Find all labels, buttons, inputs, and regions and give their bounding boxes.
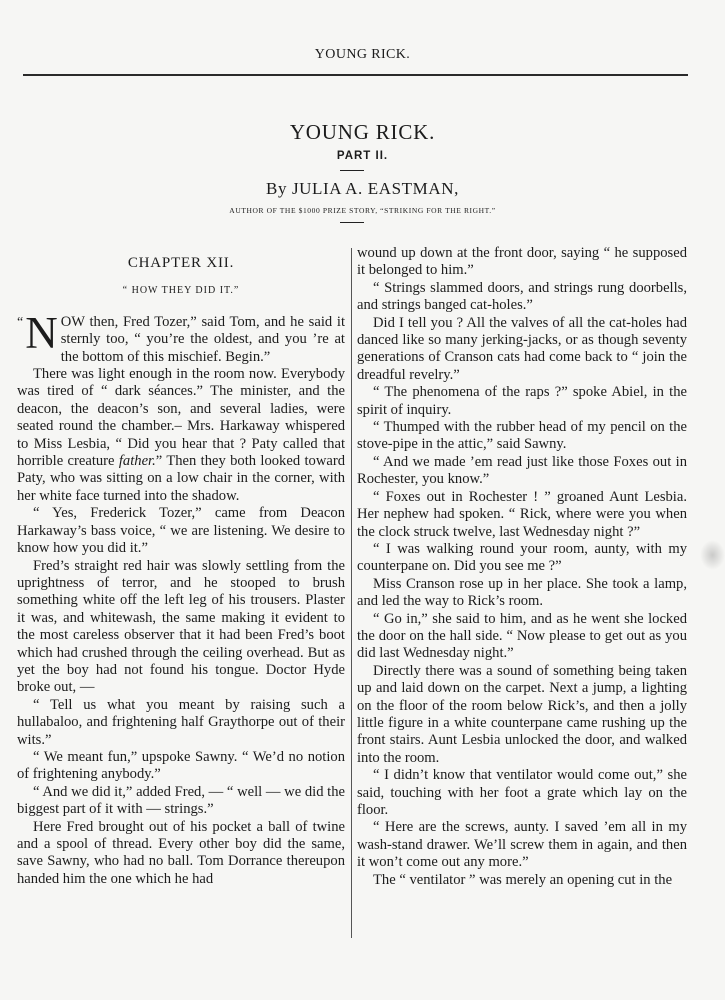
right-column [357,245,687,889]
byline-divider [340,222,364,223]
story-title: YOUNG RICK. [289,120,436,144]
italic-word: father. [118,453,156,470]
paragraph: Miss Cranson rose up in her place. She took a lamp, and led the way to Rick’s room. [357,575,687,610]
paragraph: “ Strings slammed doors, and strings rung doorbells, and strings banged cat-holes.” [357,279,687,314]
paragraph: Directly there was a sound of something being taken up and laid down on the carpet. Next a jump, a lighting on the floor of the room below Rick’s, and then a jolly little figure in a white counterpane came rushing up the front stairs. Aunt Lesbia unlocked the door, and walked into the room. [357,662,687,766]
chapter-subtitle: “ HOW THEY DID IT.” [122,285,240,297]
paragraph: “ I was walking round your room, aunty, with my counterpane on. Did you see me ?” [357,540,687,575]
paragraph: Did I tell you ? All the valves of all the cat-holes had danced like so many jerking-jacks, or as though seventy generations of Cranson cats had come back to “ join the dreadful revelry.” [357,314,687,383]
byline [0,179,725,199]
paragraph: “ I didn’t know that ventilator would come out,” she said, touching with her foot a grate which lay on the floor. [357,767,687,818]
paragraph: “ Thumped with the rubber head of my pencil on the stove-pipe in the attic,” said Sawny. [357,419,687,453]
opening-paragraph [17,307,345,366]
opening-text: OW then, Fred Tozer,” said Tom, and he said it sternly too, “ you’re the oldest, and you ’re at the bottom of this mischief. Begin.” [60,313,345,365]
paragraph: The “ ventilator ” was merely an opening cut in the [373,871,673,888]
author-note: AUTHOR OF THE $1000 PRIZE STORY, “STRIKING FOR THE RIGHT.” [229,206,496,215]
paragraph: “ And we made ’em read just like those Foxes out in Rochester, you know.” [357,453,687,488]
paragraph: “ Here are the screws, aunty. I saved ’em all in my wash-stand drawer. We’ll screw them in again, and then it won’t come out any more.” [357,819,687,871]
paragraph: “ The phenomena of the raps ?” spoke Abiel, in the spirit of inquiry. [357,384,687,418]
column-divider [351,248,352,938]
paragraph: Fred’s straight red hair was slowly settling from the uprightness of terror, and he stooped to brush something white off the left leg of his trousers. Plaster it was, and whitewash, the same making it evident to the most careless observer that it had been Fred’s boot which had crushed through the ceiling overhead. But as yet the boy had not found his tongue. Doctor Hyde broke out, — [17,557,345,696]
paragraph: “ Tell us what you meant by raising such a hullabaloo, and frightening half Graythorpe out of their wits.” [17,696,345,748]
byline-by: By [266,179,288,198]
paragraph: “ Go in,” she said to him, and as he went she locked the door on the hall side. “ Now please to get out as you did last Wednesday night.” [357,610,687,662]
byline-author: JULIA A. EASTMAN, [291,179,459,198]
paragraph-tail: ” Then they both looked toward Paty, who was sitting on a low chair in the corner, with her white face turned into the shadow. [17,453,345,504]
running-head: YOUNG RICK. [314,47,411,62]
header-rule [23,74,688,76]
paragraph: Here Fred brought out of his pocket a ball of twine and a spool of thread. Every other boy did the same, save Sawny, who had no ball. Tom Dorrance thereupon handed him the one which he had [17,818,345,887]
title-divider [340,170,364,171]
dropcap-letter: N [25,307,58,358]
dropcap-quote: “ [17,314,24,330]
paragraph: “ We meant fun,” upspoke Sawny. “ We’d no notion of frightening anybody.” [17,748,345,783]
part-label: PART II. [336,150,389,162]
chapter-heading: CHAPTER XII. [127,255,235,271]
continuation-paragraph: wound up down at the front door, saying “ he supposed it belonged to him.” [357,245,687,279]
paragraph [17,366,345,505]
paragraph: “ And we did it,” added Fred, — “ well — we did the biggest part of it with — strings.” [17,783,345,818]
left-column [17,255,345,888]
paragraph: “ Yes, Frederick Tozer,” came from Deacon Harkaway’s bass voice, “ we are listening. We desire to know how you did it.” [17,505,345,557]
paragraph: “ Foxes out in Rochester ! ” groaned Aunt Lesbia. Her nephew had spoken. “ Rick, where were you when the clock struck twelve, last Wednesday night ?” [357,488,687,540]
paper-smudge [700,540,725,570]
paragraph-text: There was light enough in the room now. Everybody was tired of “ dark séances.” The minister, and the deacon, the deacon’s son, and several ladies, were seated round the chamber.– Mrs. Harkaway whispered to Miss Lesbia, “ Did you hear that ? Paty called that horrible creature [17,366,345,470]
